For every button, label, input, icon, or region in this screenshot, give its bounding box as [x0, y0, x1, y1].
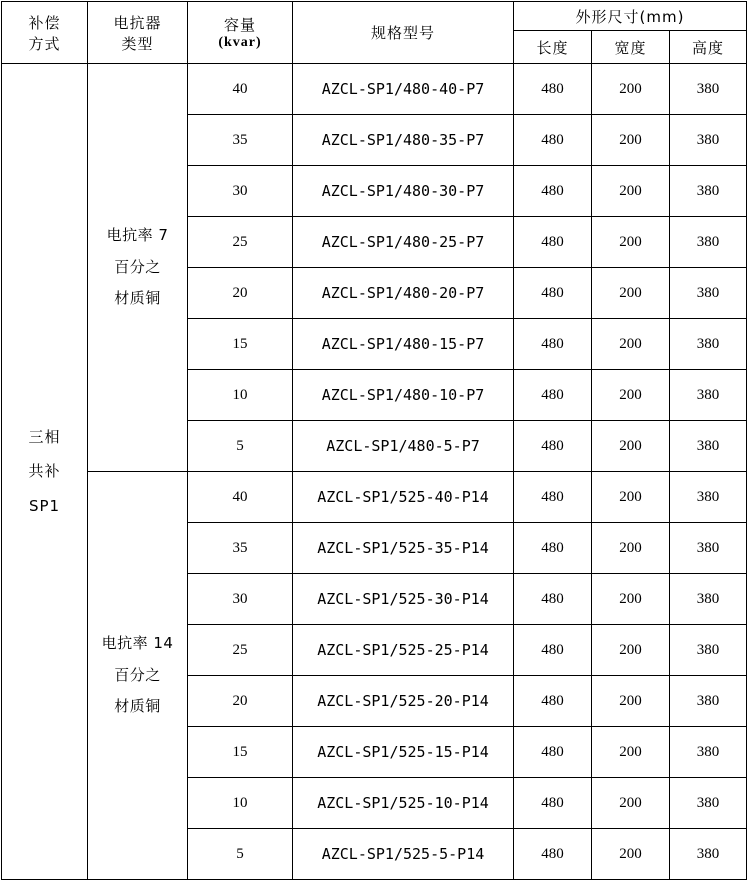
- header-model: 规格型号: [293, 2, 514, 64]
- header-capacity-line1: 容量: [223, 16, 256, 34]
- cell-width: 200: [592, 64, 670, 115]
- cell-reactor-type-group-2: [88, 472, 188, 880]
- cell-width: 200: [592, 676, 670, 727]
- cell-model: AZCL-SP1/525-5-P14: [293, 829, 514, 880]
- cell-height: 380: [670, 64, 747, 115]
- cell-capacity: 40: [188, 472, 293, 523]
- cell-capacity: 10: [188, 370, 293, 421]
- cell-capacity: 10: [188, 778, 293, 829]
- cell-model: AZCL-SP1/480-15-P7: [293, 319, 514, 370]
- cell-model: AZCL-SP1/525-35-P14: [293, 523, 514, 574]
- cell-height: 380: [670, 115, 747, 166]
- cell-height: 380: [670, 319, 747, 370]
- table-header-row-1: [2, 2, 747, 31]
- cell-width: 200: [592, 166, 670, 217]
- header-compensation-mode-line2: 方式: [28, 34, 61, 53]
- cell-compensation-mode: [2, 64, 88, 880]
- reactor-type-1-line1: 电抗率 7: [106, 226, 169, 245]
- cell-capacity: 20: [188, 676, 293, 727]
- header-capacity: [188, 2, 293, 64]
- cell-width: 200: [592, 268, 670, 319]
- cell-capacity: 15: [188, 319, 293, 370]
- cell-capacity: 20: [188, 268, 293, 319]
- reactor-type-2-line1: 电抗率 14: [101, 634, 174, 653]
- header-compensation-mode: [2, 2, 88, 64]
- table-row: [2, 64, 747, 115]
- cell-model: AZCL-SP1/525-40-P14: [293, 472, 514, 523]
- cell-model: AZCL-SP1/525-15-P14: [293, 727, 514, 778]
- cell-length: 480: [514, 370, 592, 421]
- cell-width: 200: [592, 421, 670, 472]
- reactor-type-1-line2: 百分之: [114, 257, 161, 276]
- cell-width: 200: [592, 370, 670, 421]
- cell-width: 200: [592, 829, 670, 880]
- cell-length: 480: [514, 625, 592, 676]
- reactor-type-2-line2: 百分之: [114, 665, 161, 684]
- cell-model: AZCL-SP1/480-10-P7: [293, 370, 514, 421]
- cell-capacity: 40: [188, 64, 293, 115]
- cell-length: 480: [514, 523, 592, 574]
- cell-height: 380: [670, 727, 747, 778]
- cell-length: 480: [514, 472, 592, 523]
- cell-width: 200: [592, 625, 670, 676]
- cell-capacity: 30: [188, 166, 293, 217]
- cell-length: 480: [514, 166, 592, 217]
- cell-capacity: 30: [188, 574, 293, 625]
- cell-height: 380: [670, 217, 747, 268]
- cell-width: 200: [592, 115, 670, 166]
- cell-model: AZCL-SP1/480-5-P7: [293, 421, 514, 472]
- cell-width: 200: [592, 574, 670, 625]
- cell-width: 200: [592, 319, 670, 370]
- cell-model: AZCL-SP1/525-30-P14: [293, 574, 514, 625]
- cell-height: 380: [670, 625, 747, 676]
- compensation-mode-line3: SP1: [28, 496, 61, 515]
- header-capacity-unit: (kvar): [218, 35, 262, 50]
- reactor-type-1-line3: 材质铜: [114, 289, 161, 308]
- cell-model: AZCL-SP1/480-25-P7: [293, 217, 514, 268]
- cell-height: 380: [670, 676, 747, 727]
- cell-width: 200: [592, 778, 670, 829]
- header-length: 长度: [514, 31, 592, 64]
- cell-capacity: 35: [188, 115, 293, 166]
- cell-length: 480: [514, 829, 592, 880]
- cell-width: 200: [592, 523, 670, 574]
- cell-length: 480: [514, 421, 592, 472]
- cell-length: 480: [514, 268, 592, 319]
- cell-capacity: 5: [188, 421, 293, 472]
- specification-table: [1, 1, 747, 880]
- header-reactor-type-line1: 电抗器: [113, 13, 162, 32]
- cell-capacity: 25: [188, 625, 293, 676]
- reactor-type-2-line3: 材质铜: [114, 697, 161, 716]
- cell-length: 480: [514, 217, 592, 268]
- cell-height: 380: [670, 778, 747, 829]
- cell-capacity: 15: [188, 727, 293, 778]
- cell-width: 200: [592, 217, 670, 268]
- cell-length: 480: [514, 676, 592, 727]
- cell-height: 380: [670, 523, 747, 574]
- cell-height: 380: [670, 574, 747, 625]
- cell-height: 380: [670, 370, 747, 421]
- cell-height: 380: [670, 166, 747, 217]
- cell-length: 480: [514, 319, 592, 370]
- header-reactor-type-line2: 类型: [121, 34, 154, 53]
- cell-model: AZCL-SP1/480-20-P7: [293, 268, 514, 319]
- cell-length: 480: [514, 778, 592, 829]
- cell-length: 480: [514, 64, 592, 115]
- cell-model: AZCL-SP1/525-20-P14: [293, 676, 514, 727]
- header-dimensions: 外形尺寸(mm): [514, 2, 747, 31]
- compensation-mode-line2: 共补: [28, 462, 61, 481]
- header-reactor-type: [88, 2, 188, 64]
- cell-length: 480: [514, 574, 592, 625]
- cell-width: 200: [592, 727, 670, 778]
- cell-model: AZCL-SP1/525-25-P14: [293, 625, 514, 676]
- cell-width: 200: [592, 472, 670, 523]
- cell-model: AZCL-SP1/525-10-P14: [293, 778, 514, 829]
- cell-capacity: 5: [188, 829, 293, 880]
- table-row: [2, 472, 747, 523]
- cell-reactor-type-group-1: [88, 64, 188, 472]
- cell-capacity: 25: [188, 217, 293, 268]
- cell-length: 480: [514, 727, 592, 778]
- cell-model: AZCL-SP1/480-30-P7: [293, 166, 514, 217]
- cell-length: 480: [514, 115, 592, 166]
- cell-height: 380: [670, 421, 747, 472]
- cell-height: 380: [670, 829, 747, 880]
- header-height: 高度: [670, 31, 747, 64]
- compensation-mode-line1: 三相: [28, 427, 61, 446]
- header-compensation-mode-line1: 补偿: [28, 13, 61, 32]
- cell-height: 380: [670, 268, 747, 319]
- header-width: 宽度: [592, 31, 670, 64]
- cell-height: 380: [670, 472, 747, 523]
- cell-model: AZCL-SP1/480-40-P7: [293, 64, 514, 115]
- cell-capacity: 35: [188, 523, 293, 574]
- cell-model: AZCL-SP1/480-35-P7: [293, 115, 514, 166]
